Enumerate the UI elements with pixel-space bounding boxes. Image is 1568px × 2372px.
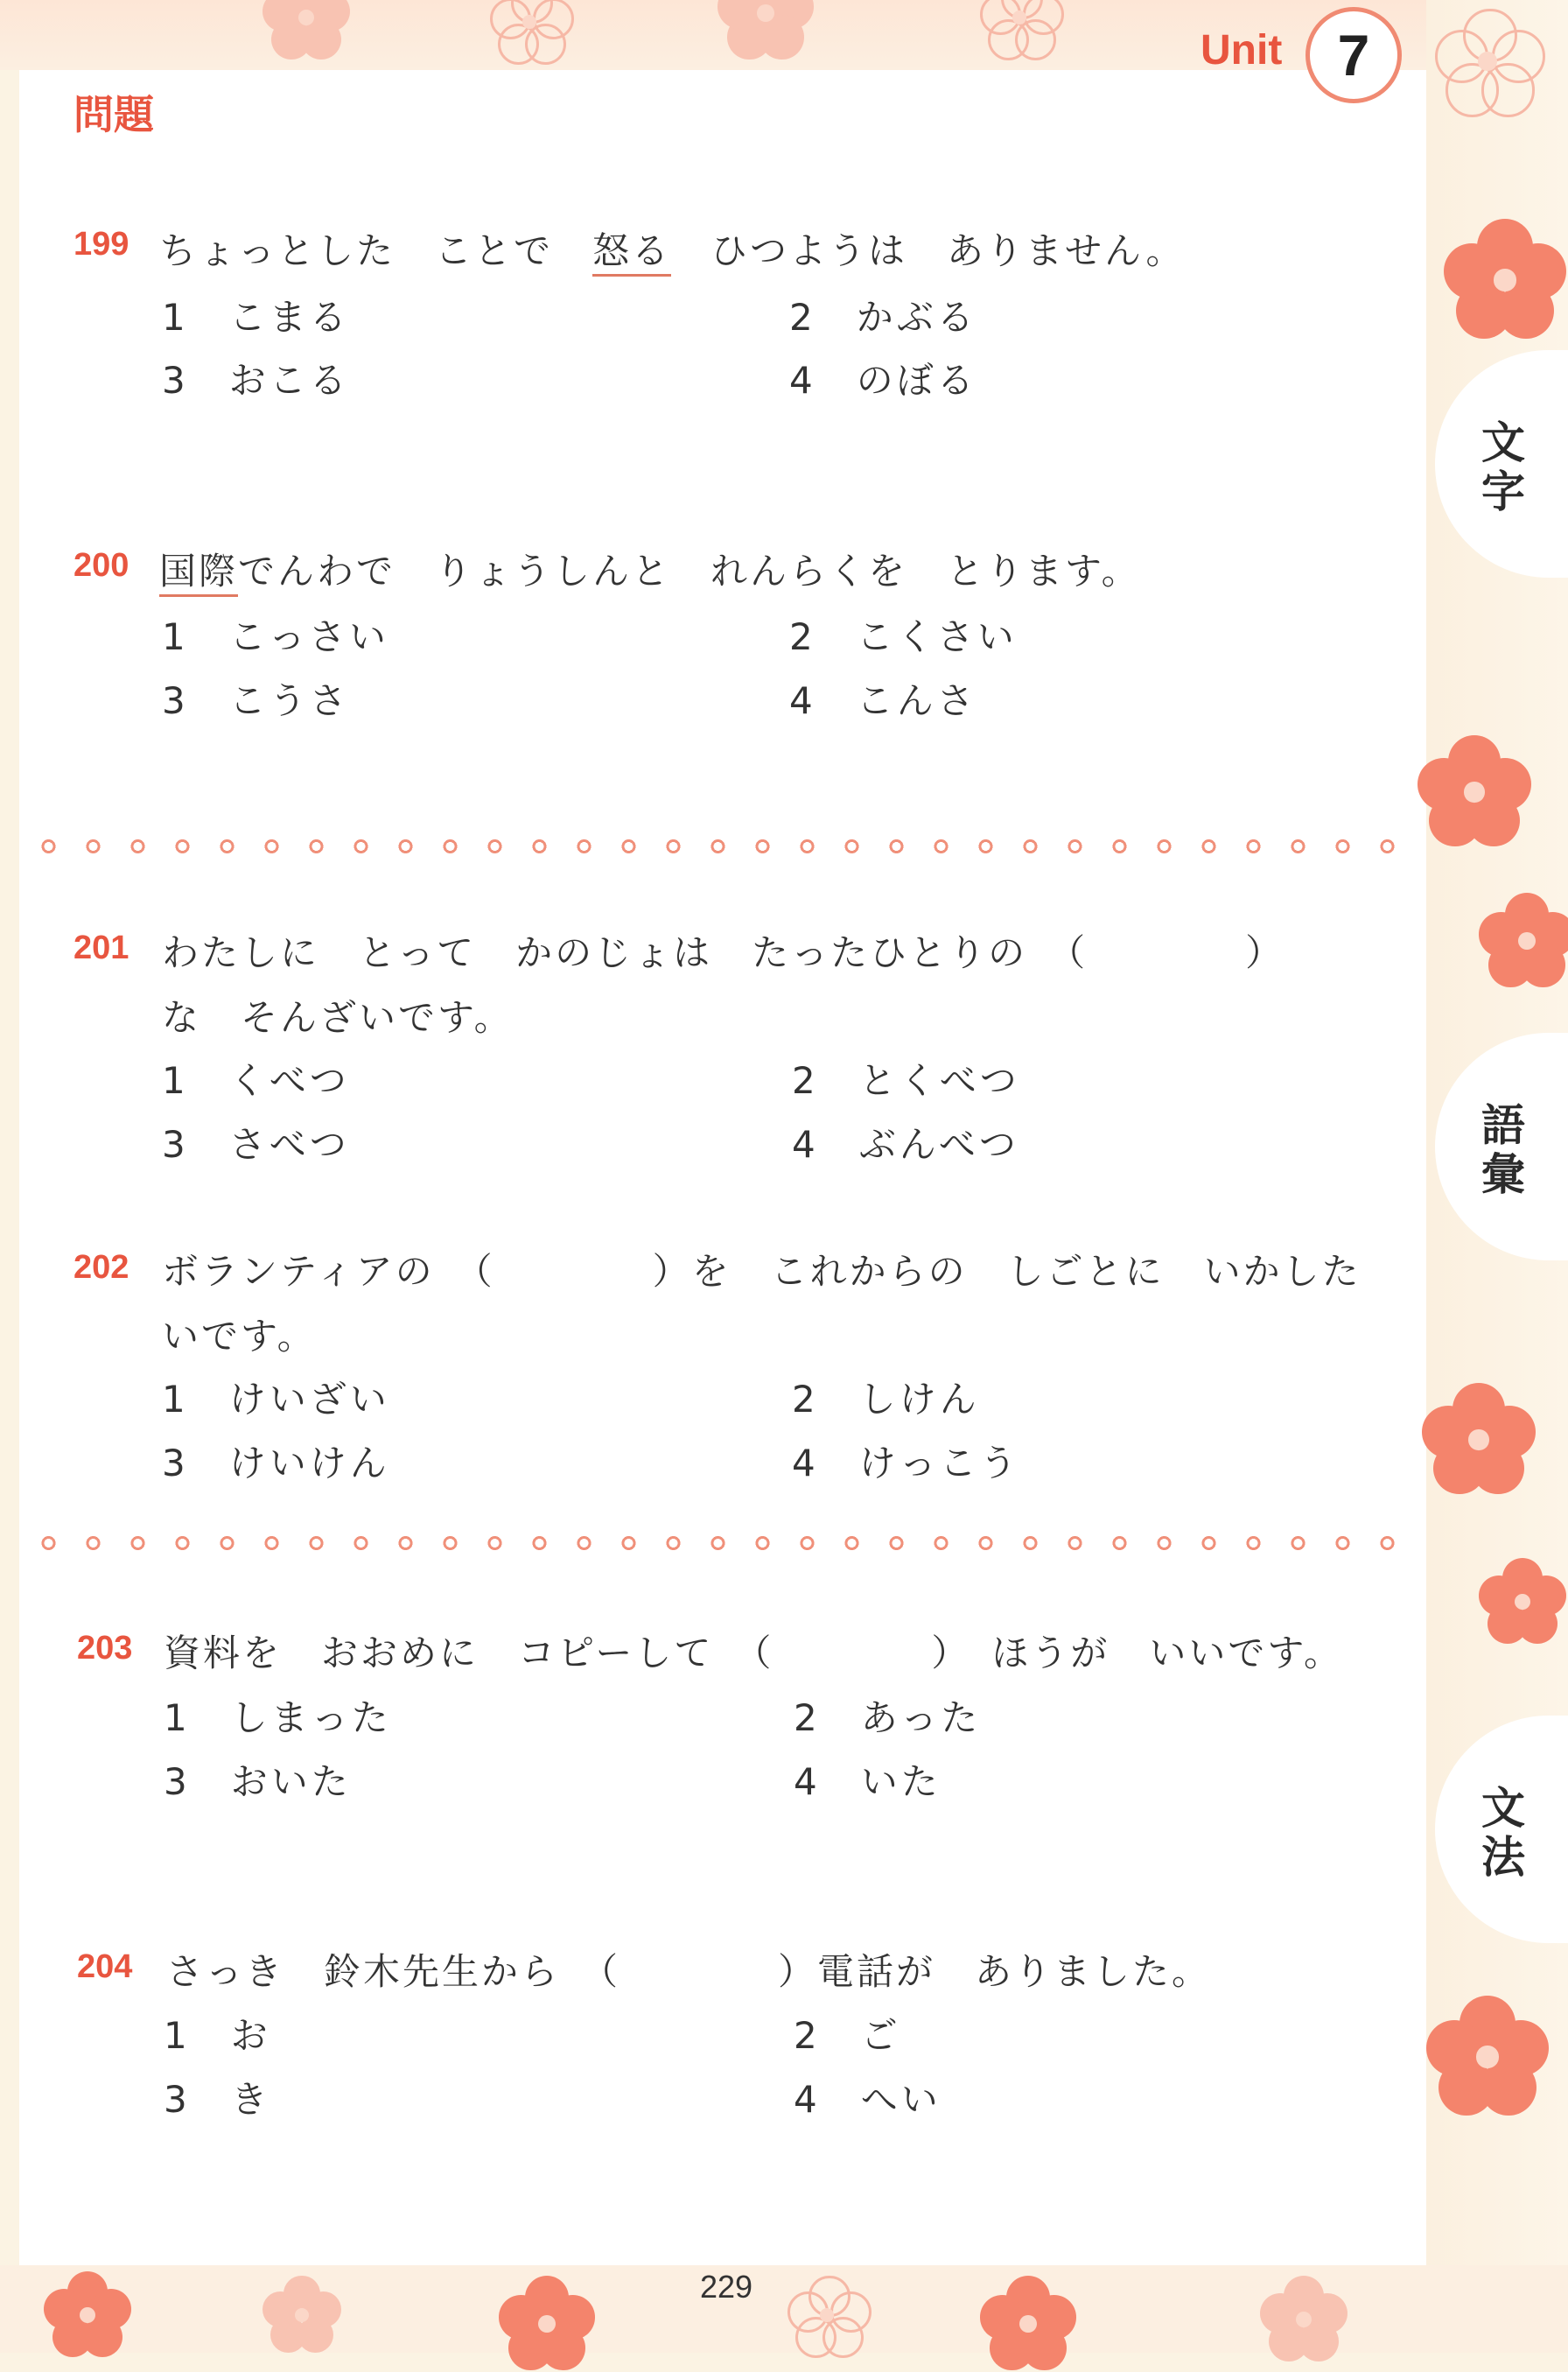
answer-option[interactable]: 2 こくさい <box>789 615 1018 658</box>
flower-decoration <box>788 2276 866 2354</box>
dotted-divider <box>26 1534 1418 1552</box>
page-number: 229 <box>700 2269 753 2305</box>
question-text-line: 資料を おおめに コピーして （ ） ほうが いいです。 <box>164 1632 1343 1674</box>
question-text <box>159 222 1186 275</box>
flower-decoration <box>262 2276 341 2354</box>
answer-option[interactable]: 3 さべつ <box>162 1123 350 1166</box>
question-text-part: ちょっとした ことで <box>159 229 593 272</box>
answer-option[interactable]: 2 しけん <box>792 1378 980 1421</box>
answer-option[interactable]: 3 こうさ <box>162 679 350 722</box>
question-number: 199 <box>74 226 130 263</box>
question-text-part: でんわで りょうしんと れんらくを とります。 <box>238 550 1141 593</box>
question-text-line: な そんざいです。 <box>162 996 514 1039</box>
answer-option[interactable]: 1 こまる <box>162 296 350 339</box>
flower-decoration <box>44 2271 131 2359</box>
flower-decoration <box>1422 1383 1536 1497</box>
answer-option[interactable]: 4 いた <box>794 1760 942 1803</box>
flower-decoration <box>262 0 350 61</box>
side-tab-moji[interactable]: 文字 <box>1481 418 1525 517</box>
answer-option[interactable]: 2 かぶる <box>789 296 977 339</box>
flower-decoration <box>980 0 1059 57</box>
question-text-line: わたしに とって かのじょは たったひとりの （ ） <box>162 931 1285 974</box>
answer-option[interactable]: 1 こっさい <box>162 615 389 658</box>
question-text-line: いです。 <box>162 1315 317 1358</box>
flower-decoration <box>1260 2276 1348 2363</box>
answer-option[interactable]: 2 ご <box>794 2014 901 2057</box>
question-number: 204 <box>77 1948 133 1985</box>
side-tab-goi[interactable]: 語彙 <box>1481 1100 1525 1200</box>
answer-option[interactable]: 2 とくべつ <box>792 1059 1020 1102</box>
question-number: 200 <box>74 547 130 584</box>
dotted-divider <box>26 838 1418 855</box>
answer-option[interactable]: 2 あった <box>794 1696 982 1739</box>
answer-option[interactable]: 4 へい <box>794 2078 942 2121</box>
flower-decoration <box>1479 1558 1566 1646</box>
flower-decoration <box>499 2276 595 2372</box>
flower-decoration <box>490 0 569 61</box>
answer-option[interactable]: 1 お <box>164 2014 271 2057</box>
flower-decoration <box>1444 219 1566 341</box>
answer-option[interactable]: 4 けっこう <box>792 1442 1020 1484</box>
answer-option[interactable]: 4 ぶんべつ <box>792 1123 1019 1166</box>
answer-option[interactable]: 4 のぼる <box>789 359 977 402</box>
flower-decoration <box>1426 1996 1549 2118</box>
answer-option[interactable]: 1 くべつ <box>162 1059 350 1102</box>
question-number: 201 <box>74 930 130 966</box>
flower-decoration <box>1435 9 1540 114</box>
answer-option[interactable]: 4 こんさ <box>789 679 977 722</box>
unit-number-badge: 7 <box>1306 7 1402 103</box>
answer-option[interactable]: 3 おいた <box>164 1760 352 1803</box>
flower-decoration <box>718 0 814 61</box>
answer-option[interactable]: 1 しまった <box>164 1696 392 1739</box>
question-number: 202 <box>74 1249 130 1286</box>
answer-option[interactable]: 3 き <box>164 2078 271 2121</box>
flower-decoration <box>1418 735 1531 849</box>
underlined-word: 国際 <box>159 550 238 597</box>
flower-decoration <box>1479 893 1568 989</box>
section-title: 問題 <box>74 91 154 138</box>
flower-decoration <box>980 2276 1076 2372</box>
question-text-part: ひつようは ありません。 <box>671 229 1186 272</box>
answer-option[interactable]: 3 けいけん <box>162 1442 390 1484</box>
question-text <box>159 543 1141 595</box>
answer-option[interactable]: 3 おこる <box>162 359 350 402</box>
question-text-line: ボランティアの （ ）を これからの しごとに いかした <box>162 1250 1362 1293</box>
question-text-line: さっき 鈴木先生から （ ）電話が ありました。 <box>166 1950 1212 1993</box>
side-tab-bunpou[interactable]: 文法 <box>1481 1783 1525 1883</box>
question-number: 203 <box>77 1630 133 1667</box>
unit-label: Unit <box>1200 27 1283 74</box>
answer-option[interactable]: 1 けいざい <box>162 1378 390 1421</box>
underlined-word: 怒る <box>592 229 671 277</box>
